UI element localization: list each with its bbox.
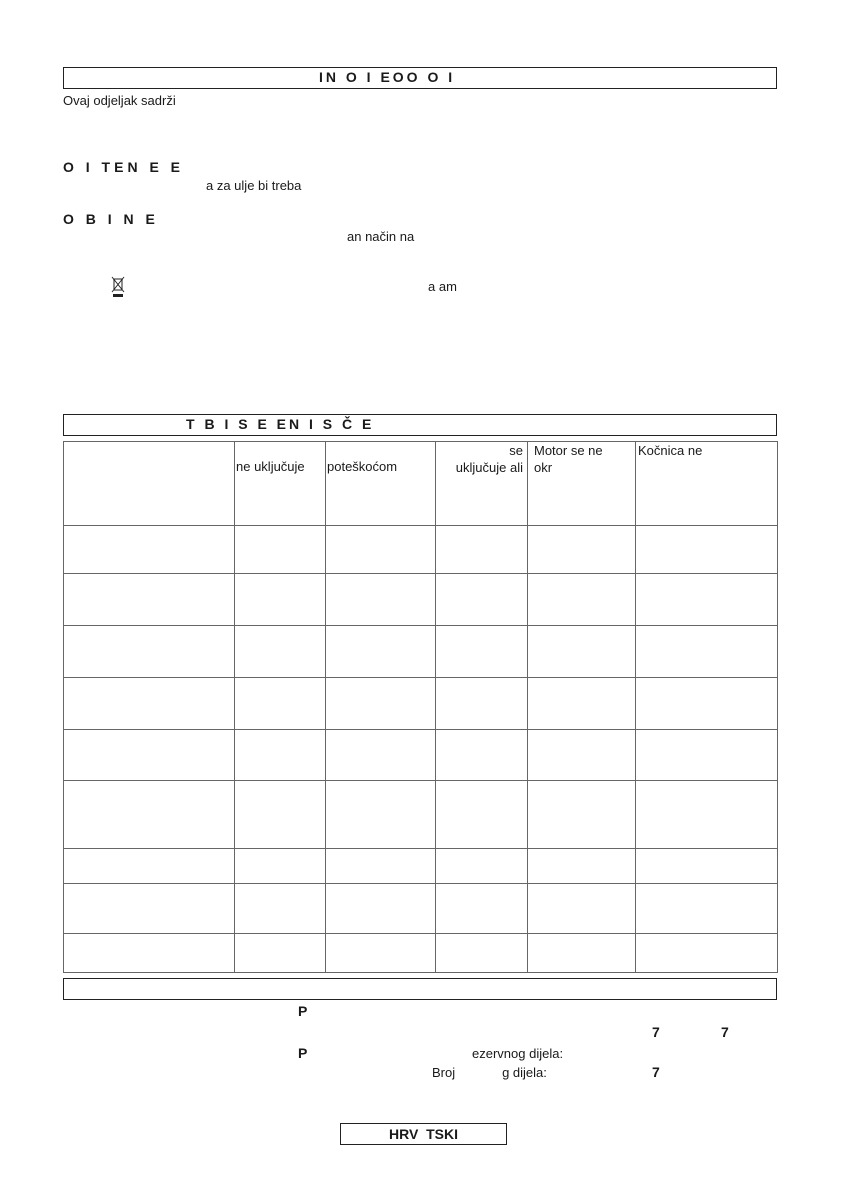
table-row xyxy=(64,781,778,849)
section-title: IN O I EOO O I xyxy=(319,69,456,85)
troubleshooting-title: T B I S E EN I S Č E xyxy=(186,416,375,432)
spare-parts-label-2: P xyxy=(298,1045,308,1061)
table-row xyxy=(64,574,778,626)
spare-parts-title-box xyxy=(63,978,777,1000)
troubleshooting-title-box xyxy=(63,414,777,436)
language-footer-box xyxy=(340,1123,507,1145)
spare-part-value-a: 7 xyxy=(652,1024,660,1040)
spare-parts-label-1: P xyxy=(298,1003,308,1019)
table-row xyxy=(64,884,778,934)
weee-text: a am xyxy=(428,279,457,294)
header-cell xyxy=(326,442,436,526)
table-row xyxy=(64,934,778,973)
spare-part-number-label: Broj g dijela: xyxy=(432,1065,547,1080)
header-text: Kočnica ne xyxy=(638,443,703,458)
table-row xyxy=(64,849,778,884)
header-cell xyxy=(436,442,528,526)
language-label: HRV TSKI xyxy=(389,1126,458,1142)
waste-text: a za ulje bi treba xyxy=(206,178,302,193)
crossed-bin-icon xyxy=(110,276,126,298)
header-text: poteškoćom xyxy=(327,459,398,474)
intro-text: Ovaj odjeljak sadrži xyxy=(63,93,176,108)
header-cell xyxy=(64,442,235,526)
header-text: se uključuje ali xyxy=(455,443,523,475)
header-text: ne uključuje xyxy=(236,459,305,474)
table-row xyxy=(64,526,778,574)
spare-part-number-value: 7 xyxy=(652,1064,660,1080)
spare-part-value-b: 7 xyxy=(721,1024,729,1040)
header-cell xyxy=(235,442,326,526)
header-cell xyxy=(636,442,778,526)
packaging-heading: O B I N E xyxy=(63,211,159,227)
spare-part-name-label: ezervnog dijela: xyxy=(472,1046,564,1061)
table-row xyxy=(64,678,778,730)
waste-heading: O I TEN E E xyxy=(63,159,185,175)
packaging-text: an način na xyxy=(347,229,415,244)
table-row xyxy=(64,626,778,678)
table-row xyxy=(64,730,778,781)
section-title-box xyxy=(63,67,777,89)
troubleshooting-table xyxy=(63,441,778,973)
table-header-row xyxy=(64,442,778,526)
header-cell xyxy=(528,442,636,526)
header-text: Motor se ne okr xyxy=(534,443,603,475)
